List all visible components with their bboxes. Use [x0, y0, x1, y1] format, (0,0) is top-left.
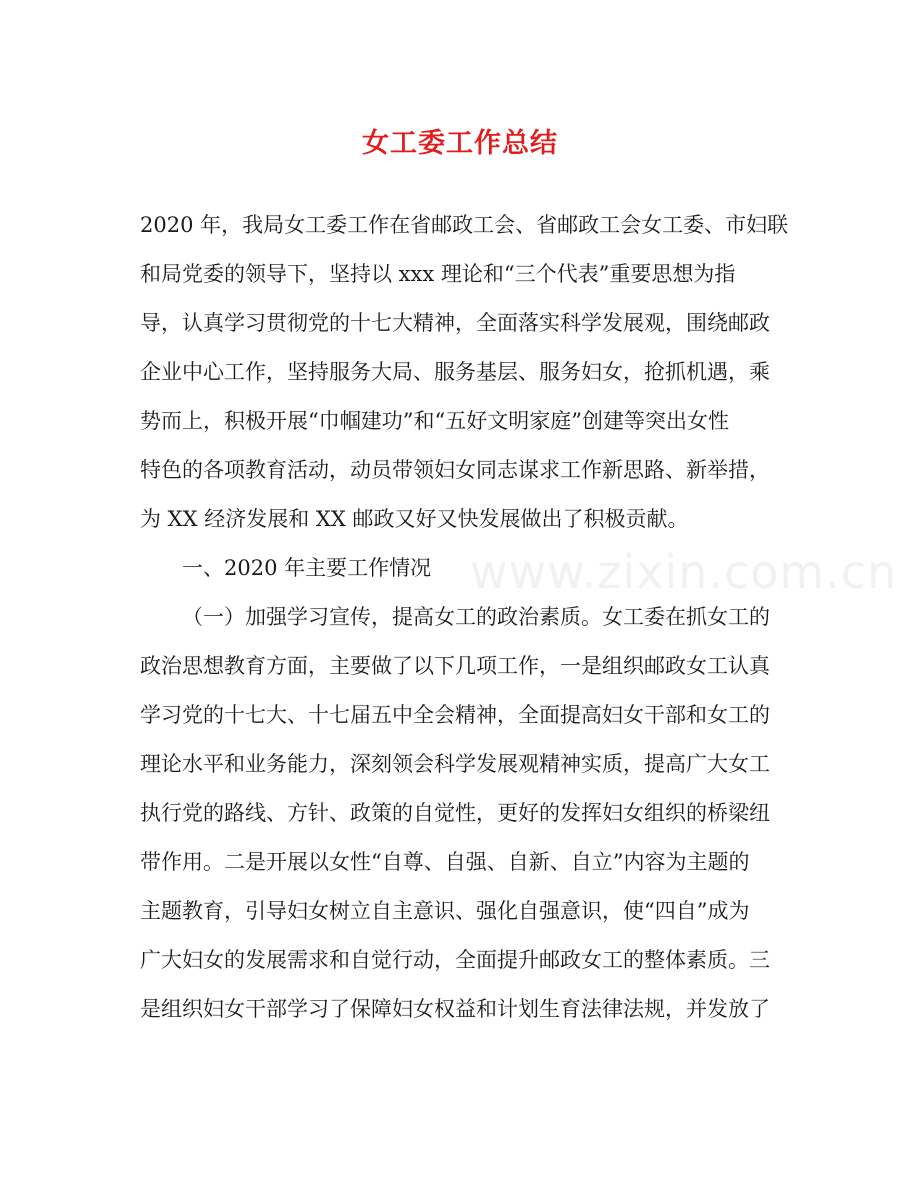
- paragraph-1-line-7: 为 XX 经济发展和 XX 邮政又好又快发展做出了积极贡献。: [140, 507, 689, 531]
- paragraph-2-line-3: 学习党的十七大、十七届五中全会精神，全面提高妇女干部和女工的: [140, 703, 770, 727]
- paragraph-2-line-8: 广大妇女的发展需求和自觉行动，全面提升邮政女工的整体素质。三: [140, 948, 770, 972]
- paragraph-1-line-4: 企业中心工作，坚持服务大局、服务基层、服务妇女，抢抓机遇，乘: [140, 360, 770, 384]
- paragraph-2-line-5: 执行党的路线、方针、政策的自觉性，更好的发挥妇女组织的桥梁纽: [140, 801, 770, 825]
- paragraph-2-line-6: 带作用。二是开展以女性“自尊、自强、自新、自立”内容为主题的: [140, 850, 750, 874]
- paragraph-1-line-5: 势而上，积极开展“巾帼建功”和“五好文明家庭”创建等突出女性: [140, 409, 729, 433]
- document-title: 女工委工作总结: [362, 128, 558, 159]
- paragraph-2-line-4: 理论水平和业务能力，深刻领会科学发展观精神实质，提高广大女工: [140, 752, 770, 776]
- paragraph-1-line-6: 特色的各项教育活动，动员带领妇女同志谋求工作新思路、新举措，: [140, 458, 770, 482]
- paragraph-2-line-2: 政治思想教育方面，主要做了以下几项工作，一是组织邮政女工认真: [140, 654, 770, 678]
- paragraph-2-line-9: 是组织妇女干部学习了保障妇女权益和计划生育法律法规，并发放了: [140, 997, 770, 1021]
- watermark-text: www.zixin.com.cn: [470, 545, 898, 599]
- paragraph-1-line-3: 导，认真学习贯彻党的十七大精神，全面落实科学发展观，围绕邮政: [140, 311, 770, 335]
- paragraph-1-line-1: 2020 年，我局女工委工作在省邮政工会、省邮政工会女工委、市妇联: [140, 213, 789, 237]
- paragraph-2-line-7: 主题教育，引导妇女树立自主意识、强化自强意识，使“四自”成为: [140, 899, 750, 923]
- paragraph-2-line-1: （一）加强学习宣传，提高女工的政治素质。女工委在抓女工的: [182, 605, 770, 629]
- paragraph-1-line-2: 和局党委的领导下，坚持以 xxx 理论和“三个代表”重要思想为指: [140, 262, 736, 286]
- section-heading: 一、2020 年主要工作情况: [182, 556, 432, 580]
